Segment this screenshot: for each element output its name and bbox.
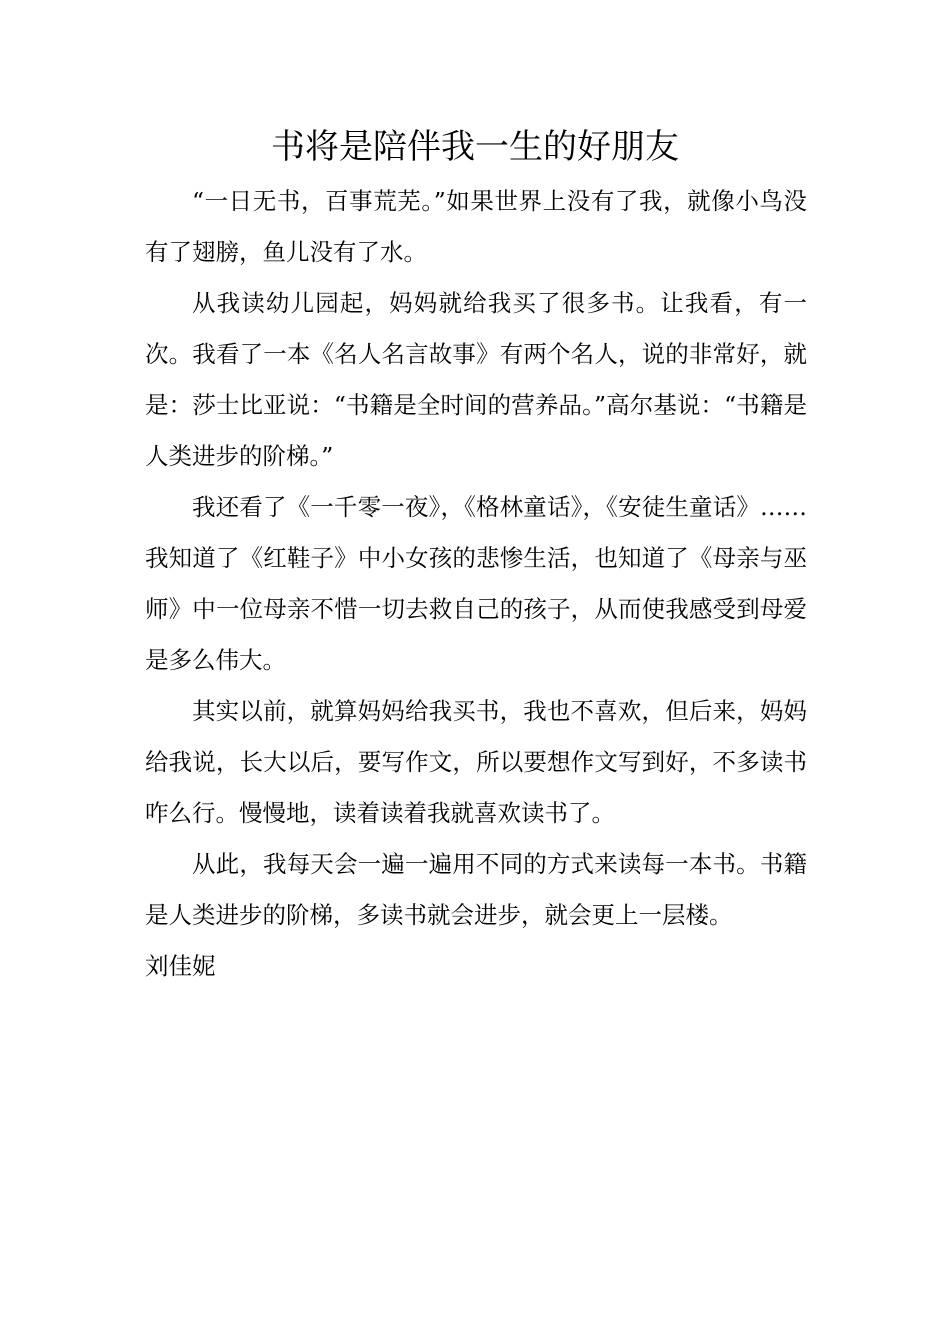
author-name: 刘佳妮	[145, 952, 216, 980]
document-body	[145, 176, 807, 992]
paragraph-3: 我还看了《一千零一夜》，《格林童话》，《安徒生童话》……我知道了《红鞋子》中小女孩的悲惨生活，也知道了《母亲与巫师》中一位母亲不惜一切去救自己的孩子，从而使我感受到母爱是多么伟大。	[145, 493, 807, 674]
paragraph-5: 从此，我每天会一遍一遍用不同的方式来读每一本书。书籍是人类进步的阶梯，多读书就会进步，就会更上一层楼。	[145, 850, 807, 929]
document-title: 书将是陪伴我一生的好朋友	[271, 127, 679, 167]
paragraph-2: 从我读幼儿园起，妈妈就给我买了很多书。让我看，有一次。我看了一本《名人名言故事》有两个名人，说的非常好，就是：莎士比亚说：“书籍是全时间的营养品。”高尔基说：“书籍是人类进步的阶梯。”	[145, 289, 807, 470]
paragraph-4: 其实以前，就算妈妈给我买书，我也不喜欢，但后来，妈妈给我说，长大以后，要写作文，所以要想作文写到好，不多读书咋么行。慢慢地，读着读着我就喜欢读书了。	[145, 697, 807, 827]
paragraph-1: “一日无书，百事荒芜。”如果世界上没有了我，就像小鸟没有了翅膀，鱼儿没有了水。	[145, 187, 807, 266]
